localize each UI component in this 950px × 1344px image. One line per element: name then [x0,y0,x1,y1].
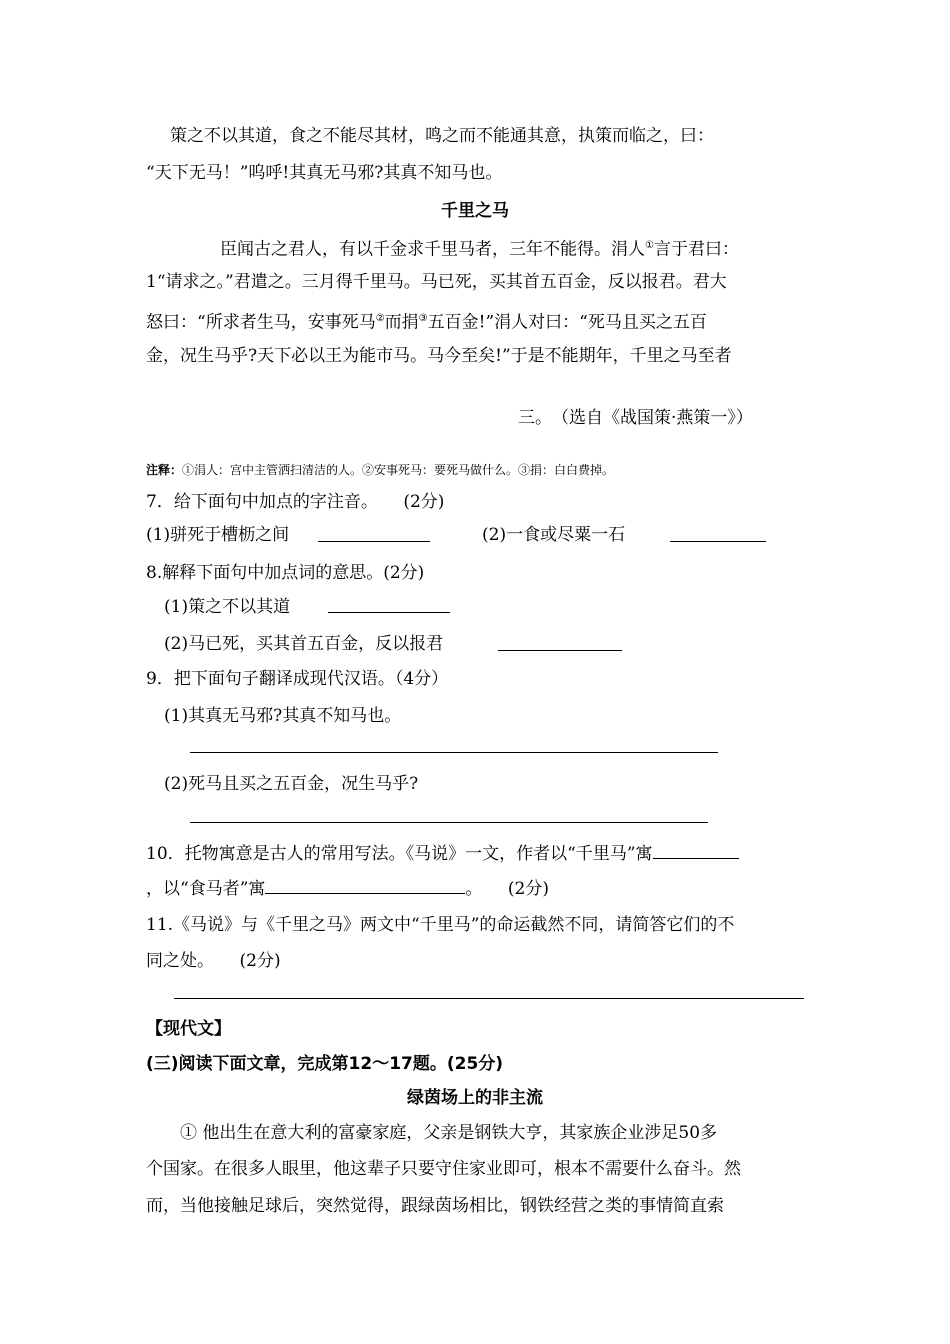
text-line: 臣闻古之君人，有以千金求千里马者，三年不能得。涓人①言于君曰： [220,239,739,260]
text-line: “天下无马！”呜呼!其真无马邪?其真不知马也。 [146,163,503,183]
section-heading: 【现代文】 [146,1019,231,1039]
question-10: 10．托物寓意是古人的常用写法。《马说》一文，作者以“千里马”寓 [146,842,739,865]
answer-line[interactable] [174,998,804,999]
question-7-1: (1)骈死于槽枥之间 [146,525,290,545]
question-9-2: (2)死马且买之五百金，况生马乎? [164,774,419,794]
question-11: 11.《马说》与《千里之马》两文中“千里马”的命运截然不同，请简答它们的不 [146,915,735,935]
answer-blank[interactable] [653,842,739,859]
answer-blank[interactable] [265,877,465,894]
question-9-1: (1)其真无马邪?其真不知马也。 [164,706,402,726]
question-8-1: (1)策之不以其道 [164,597,291,617]
question-9: 9．把下面句子翻译成现代汉语。（4分） [146,669,449,689]
answer-blank[interactable] [318,541,430,542]
text-line: ① 他出生在意大利的富豪家庭，父亲是钢铁大亨，其家族企业涉足50多 [180,1123,718,1143]
question-8-2: (2)马已死，买其首五百金，反以报君 [164,634,444,654]
answer-line[interactable] [190,752,718,753]
footnotes: 注释：①涓人：宫中主管洒扫清洁的人。②安事死马：要死马做什么。③捐：白白费掉。 [146,463,615,477]
answer-blank[interactable] [498,650,622,651]
footnote-mark: ① [645,240,654,251]
source-line: 三。 （选自《战国策·燕策一》） [518,408,753,428]
text-line: 1“请求之。”君遣之。三月得千里马。马已死，买其首五百金，反以报君。君大 [146,272,727,292]
text-line: 策之不以其道，食之不能尽其材，鸣之而不能通其意，执策而临之，曰： [170,126,714,146]
text-line: 怒曰：“所求者生马，安事死马②而捐③五百金!”涓人对曰：“死马且买之五百 [146,312,707,333]
answer-blank[interactable] [670,541,766,542]
question-10-cont: ，以“食马者”寓 。 (2分) [146,879,549,899]
article-title: 绿茵场上的非主流 [407,1088,543,1108]
question-7-2: (2)一食或尽粟一石 [482,525,626,545]
text-line: 金，况生马乎?天下必以王为能市马。马今至矣!”于是不能期年，千里之马至者 [146,346,732,366]
footnote-mark: ③ [418,313,428,324]
question-8: 8.解释下面句中加点词的意思。(2分) [146,563,425,583]
answer-blank[interactable] [328,612,450,613]
text-line: 个国家。在很多人眼里，他这辈子只要守住家业即可，根本不需要什么奋斗。然 [146,1159,741,1179]
footnote-mark: ② [375,313,385,324]
passage-title: 千里之马 [441,201,509,221]
answer-line[interactable] [190,822,708,823]
question-11-cont: 同之处。 (2分) [146,951,281,971]
section-instruction: (三)阅读下面文章，完成第12～17题。(25分) [146,1054,504,1074]
question-7: 7．给下面句中加点的字注音。 (2分) [146,492,445,512]
text-line: 而，当他接触足球后，突然觉得，跟绿茵场相比，钢铁经营之类的事情简直索 [146,1196,724,1216]
